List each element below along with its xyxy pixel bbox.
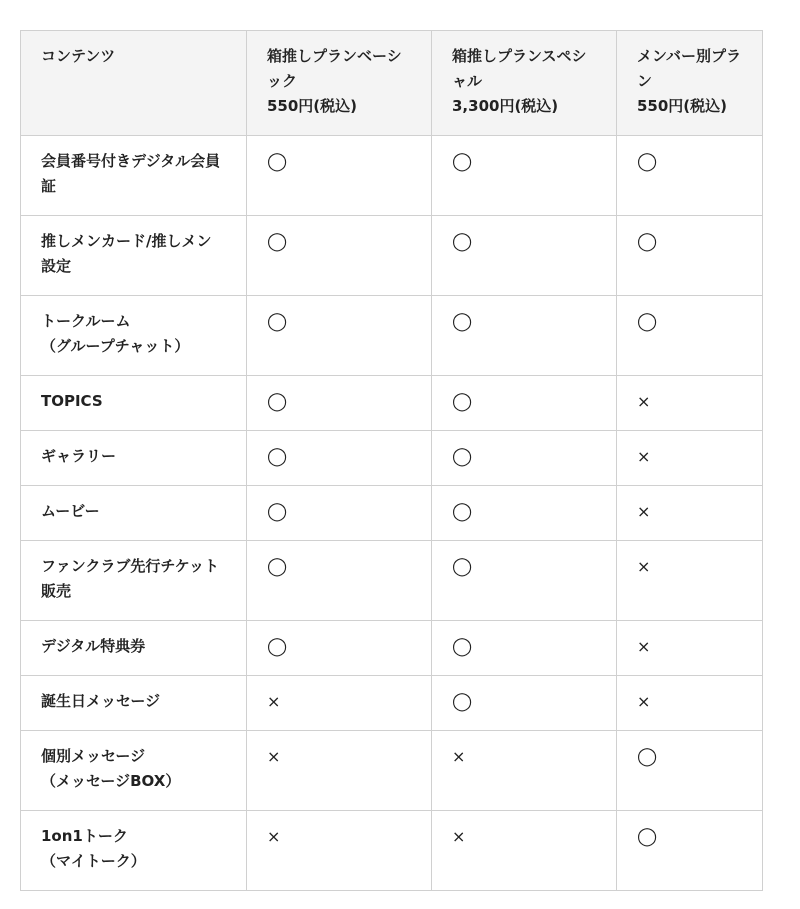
table-row [21,541,763,621]
available-mark: ◯ [617,216,763,296]
header-plan-special [432,31,617,136]
available-mark: ◯ [432,216,617,296]
available-mark: ◯ [247,376,432,431]
available-mark: ◯ [432,621,617,676]
feature-label: TOPICS [21,376,247,431]
unavailable-mark: × [247,811,432,891]
plan-name: メンバー別プラン [637,47,741,90]
header-content: コンテンツ [21,31,247,136]
unavailable-mark: × [617,676,763,731]
header-plan-basic [247,31,432,136]
plan-name: 箱推しプランスペシャル [452,47,587,90]
table-row [21,621,763,676]
unavailable-mark: × [617,541,763,621]
available-mark: ◯ [432,431,617,486]
unavailable-mark: × [617,431,763,486]
available-mark: ◯ [247,216,432,296]
feature-label: ファンクラブ先行チケット販売 [21,541,247,621]
unavailable-mark: × [617,376,763,431]
plan-price: 550円(税込) [637,97,728,115]
table-row [21,296,763,376]
table-row [21,486,763,541]
unavailable-mark: × [247,731,432,811]
feature-label: 会員番号付きデジタル会員証 [21,136,247,216]
available-mark: ◯ [432,486,617,541]
available-mark: ◯ [432,296,617,376]
feature-label: デジタル特典券 [21,621,247,676]
unavailable-mark: × [432,731,617,811]
feature-label: 1on1トーク （マイトーク） [21,811,247,891]
available-mark: ◯ [247,621,432,676]
feature-label: トークルーム （グループチャット） [21,296,247,376]
table-row [21,136,763,216]
available-mark: ◯ [432,136,617,216]
unavailable-mark: × [617,621,763,676]
feature-label: ムービー [21,486,247,541]
feature-label: 推しメンカード/推しメン設定 [21,216,247,296]
available-mark: ◯ [617,136,763,216]
table-row [21,811,763,891]
available-mark: ◯ [247,136,432,216]
feature-label: 誕生日メッセージ [21,676,247,731]
available-mark: ◯ [247,486,432,541]
available-mark: ◯ [617,811,763,891]
available-mark: ◯ [247,431,432,486]
available-mark: ◯ [432,541,617,621]
unavailable-mark: × [247,676,432,731]
header-plan-member [617,31,763,136]
feature-label: ギャラリー [21,431,247,486]
available-mark: ◯ [617,296,763,376]
available-mark: ◯ [247,296,432,376]
table-row [21,216,763,296]
plan-price: 550円(税込) [267,97,358,115]
plan-comparison-table [20,30,763,891]
available-mark: ◯ [247,541,432,621]
available-mark: ◯ [617,731,763,811]
table-header-row [21,31,763,136]
available-mark: ◯ [432,676,617,731]
table-row [21,431,763,486]
unavailable-mark: × [432,811,617,891]
available-mark: ◯ [432,376,617,431]
table-row [21,376,763,431]
feature-label: 個別メッセージ （メッセージBOX） [21,731,247,811]
plan-price: 3,300円(税込) [452,97,559,115]
table-row [21,731,763,811]
table-row [21,676,763,731]
plan-name: 箱推しプランベーシック [267,47,402,90]
unavailable-mark: × [617,486,763,541]
